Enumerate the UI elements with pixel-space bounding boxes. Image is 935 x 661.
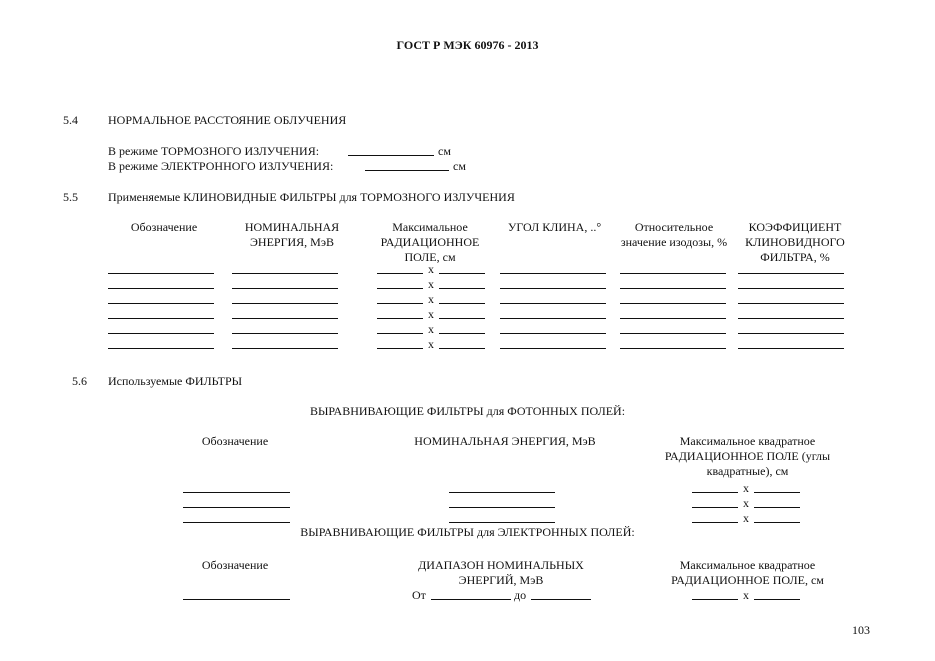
wedge-field-width-field[interactable]	[377, 273, 423, 274]
electron-distance-field[interactable]	[365, 170, 449, 171]
wedge-energy-field[interactable]	[232, 273, 338, 274]
wedge-col-energy: НОМИНАЛЬНАЯ ЭНЕРГИЯ, МэВ	[244, 220, 340, 249]
wedge-field-length-field[interactable]	[439, 273, 485, 274]
section-title-5-6: Используемые ФИЛЬТРЫ	[108, 374, 243, 388]
photon-field-cross: x	[743, 511, 749, 525]
photon-field-width-field[interactable]	[692, 522, 738, 523]
photon-field-size	[692, 496, 800, 511]
electron-designation-field[interactable]	[183, 599, 290, 600]
section-number-5-5: 5.5	[63, 190, 78, 204]
photon-col-designation: Обозначение	[201, 434, 269, 448]
wedge-field-length-field[interactable]	[439, 303, 485, 304]
document-header: ГОСТ Р МЭК 60976 - 2013	[396, 38, 539, 52]
electron-distance-unit: см	[453, 159, 466, 173]
wedge-isodose-field[interactable]	[620, 273, 726, 274]
wedge-designation-field[interactable]	[108, 303, 214, 304]
photon-col-max-field: Максимальное квадратное РАДИАЦИОННОЕ ПОЛЕ (углы квадратные), см	[664, 434, 831, 478]
wedge-col-designation: Обозначение	[130, 220, 198, 234]
wedge-field-width-field[interactable]	[377, 303, 423, 304]
photon-field-size	[692, 511, 800, 526]
wedge-isodose-field[interactable]	[620, 318, 726, 319]
wedge-field-size	[377, 277, 485, 292]
photon-designation-field[interactable]	[183, 507, 290, 508]
wedge-designation-field[interactable]	[108, 273, 214, 274]
wedge-factor-field[interactable]	[738, 288, 844, 289]
photon-designation-field[interactable]	[183, 492, 290, 493]
wedge-angle-field[interactable]	[500, 318, 606, 319]
wedge-field-length-field[interactable]	[439, 318, 485, 319]
photon-field-cross: x	[743, 481, 749, 495]
electron-col-energy-range: ДИАПАЗОН НОМИНАЛЬНЫХ ЭНЕРГИЙ, МэВ	[418, 558, 584, 587]
wedge-energy-field[interactable]	[232, 288, 338, 289]
photon-col-energy: НОМИНАЛЬНАЯ ЭНЕРГИЯ, МэВ	[414, 434, 596, 448]
photon-field-cross: x	[743, 496, 749, 510]
wedge-isodose-field[interactable]	[620, 348, 726, 349]
electron-energy-to-field[interactable]	[531, 599, 591, 600]
wedge-col-factor: КОЭФФИЦИЕНТ КЛИНОВИДНОГО ФИЛЬТРА, %	[745, 220, 845, 264]
wedge-col-angle: УГОЛ КЛИНА, ..°	[507, 220, 602, 234]
wedge-factor-field[interactable]	[738, 303, 844, 304]
wedge-isodose-field[interactable]	[620, 303, 726, 304]
wedge-field-length-field[interactable]	[439, 288, 485, 289]
wedge-field-cross: x	[428, 337, 434, 351]
photon-energy-field[interactable]	[449, 492, 555, 493]
wedge-angle-field[interactable]	[500, 288, 606, 289]
wedge-angle-field[interactable]	[500, 348, 606, 349]
wedge-factor-field[interactable]	[738, 273, 844, 274]
electron-field-length-field[interactable]	[754, 599, 800, 600]
electron-distance-label: В режиме ЭЛЕКТРОННОГО ИЗЛУЧЕНИЯ:	[108, 159, 334, 173]
wedge-angle-field[interactable]	[500, 333, 606, 334]
wedge-field-size	[377, 262, 485, 277]
wedge-col-isodose: Относительное значение изодозы, %	[620, 220, 728, 249]
section-number-5-4: 5.4	[63, 113, 78, 127]
section-title-5-4: НОРМАЛЬНОЕ РАССТОЯНИЕ ОБЛУЧЕНИЯ	[108, 113, 347, 127]
wedge-isodose-field[interactable]	[620, 288, 726, 289]
wedge-col-max-field: Максимальное РАДИАЦИОННОЕ ПОЛЕ, см	[380, 220, 480, 264]
electron-col-designation: Обозначение	[201, 558, 269, 572]
wedge-factor-field[interactable]	[738, 348, 844, 349]
photon-filters-title: ВЫРАВНИВАЮЩИЕ ФИЛЬТРЫ для ФОТОННЫХ ПОЛЕЙ:	[309, 404, 626, 418]
wedge-energy-field[interactable]	[232, 333, 338, 334]
wedge-field-cross: x	[428, 277, 434, 291]
wedge-factor-field[interactable]	[738, 333, 844, 334]
wedge-field-width-field[interactable]	[377, 348, 423, 349]
electron-energy-from-field[interactable]	[431, 599, 511, 600]
photon-field-width-field[interactable]	[692, 492, 738, 493]
wedge-field-cross: x	[428, 322, 434, 336]
electron-energy-from-label: От	[412, 588, 426, 602]
wedge-field-cross: x	[428, 292, 434, 306]
brem-distance-label: В режиме ТОРМОЗНОГО ИЗЛУЧЕНИЯ:	[108, 144, 320, 158]
wedge-factor-field[interactable]	[738, 318, 844, 319]
photon-field-size	[692, 481, 800, 496]
wedge-isodose-field[interactable]	[620, 333, 726, 334]
wedge-field-width-field[interactable]	[377, 333, 423, 334]
wedge-designation-field[interactable]	[108, 288, 214, 289]
electron-field-size	[692, 588, 800, 603]
electron-field-width-field[interactable]	[692, 599, 738, 600]
page-number: 103	[852, 623, 870, 637]
wedge-designation-field[interactable]	[108, 333, 214, 334]
brem-distance-field[interactable]	[348, 155, 434, 156]
brem-distance-unit: см	[438, 144, 451, 158]
wedge-field-length-field[interactable]	[439, 348, 485, 349]
wedge-angle-field[interactable]	[500, 273, 606, 274]
photon-energy-field[interactable]	[449, 522, 555, 523]
wedge-field-size	[377, 307, 485, 322]
wedge-field-length-field[interactable]	[439, 333, 485, 334]
wedge-field-width-field[interactable]	[377, 288, 423, 289]
wedge-field-size	[377, 337, 485, 352]
electron-energy-to-label: до	[514, 588, 527, 602]
wedge-field-size	[377, 292, 485, 307]
wedge-field-width-field[interactable]	[377, 318, 423, 319]
electron-filters-title: ВЫРАВНИВАЮЩИЕ ФИЛЬТРЫ для ЭЛЕКТРОННЫХ ПОЛЕЙ:	[300, 525, 635, 539]
wedge-field-size	[377, 322, 485, 337]
wedge-designation-field[interactable]	[108, 348, 214, 349]
wedge-energy-field[interactable]	[232, 303, 338, 304]
wedge-energy-field[interactable]	[232, 318, 338, 319]
photon-designation-field[interactable]	[183, 522, 290, 523]
section-title-5-5: Применяемые КЛИНОВИДНЫЕ ФИЛЬТРЫ для ТОРМОЗНОГО ИЗЛУЧЕНИЯ	[108, 190, 515, 204]
photon-field-length-field[interactable]	[754, 492, 800, 493]
photon-field-width-field[interactable]	[692, 507, 738, 508]
electron-field-cross: x	[743, 588, 749, 602]
wedge-field-cross: x	[428, 262, 434, 276]
photon-energy-field[interactable]	[449, 507, 555, 508]
photon-field-length-field[interactable]	[754, 522, 800, 523]
wedge-angle-field[interactable]	[500, 303, 606, 304]
wedge-field-cross: x	[428, 307, 434, 321]
photon-field-length-field[interactable]	[754, 507, 800, 508]
electron-col-max-field: Максимальное квадратное РАДИАЦИОННОЕ ПОЛЕ, см	[671, 558, 824, 587]
wedge-energy-field[interactable]	[232, 348, 338, 349]
wedge-designation-field[interactable]	[108, 318, 214, 319]
section-number-5-6: 5.6	[72, 374, 87, 388]
